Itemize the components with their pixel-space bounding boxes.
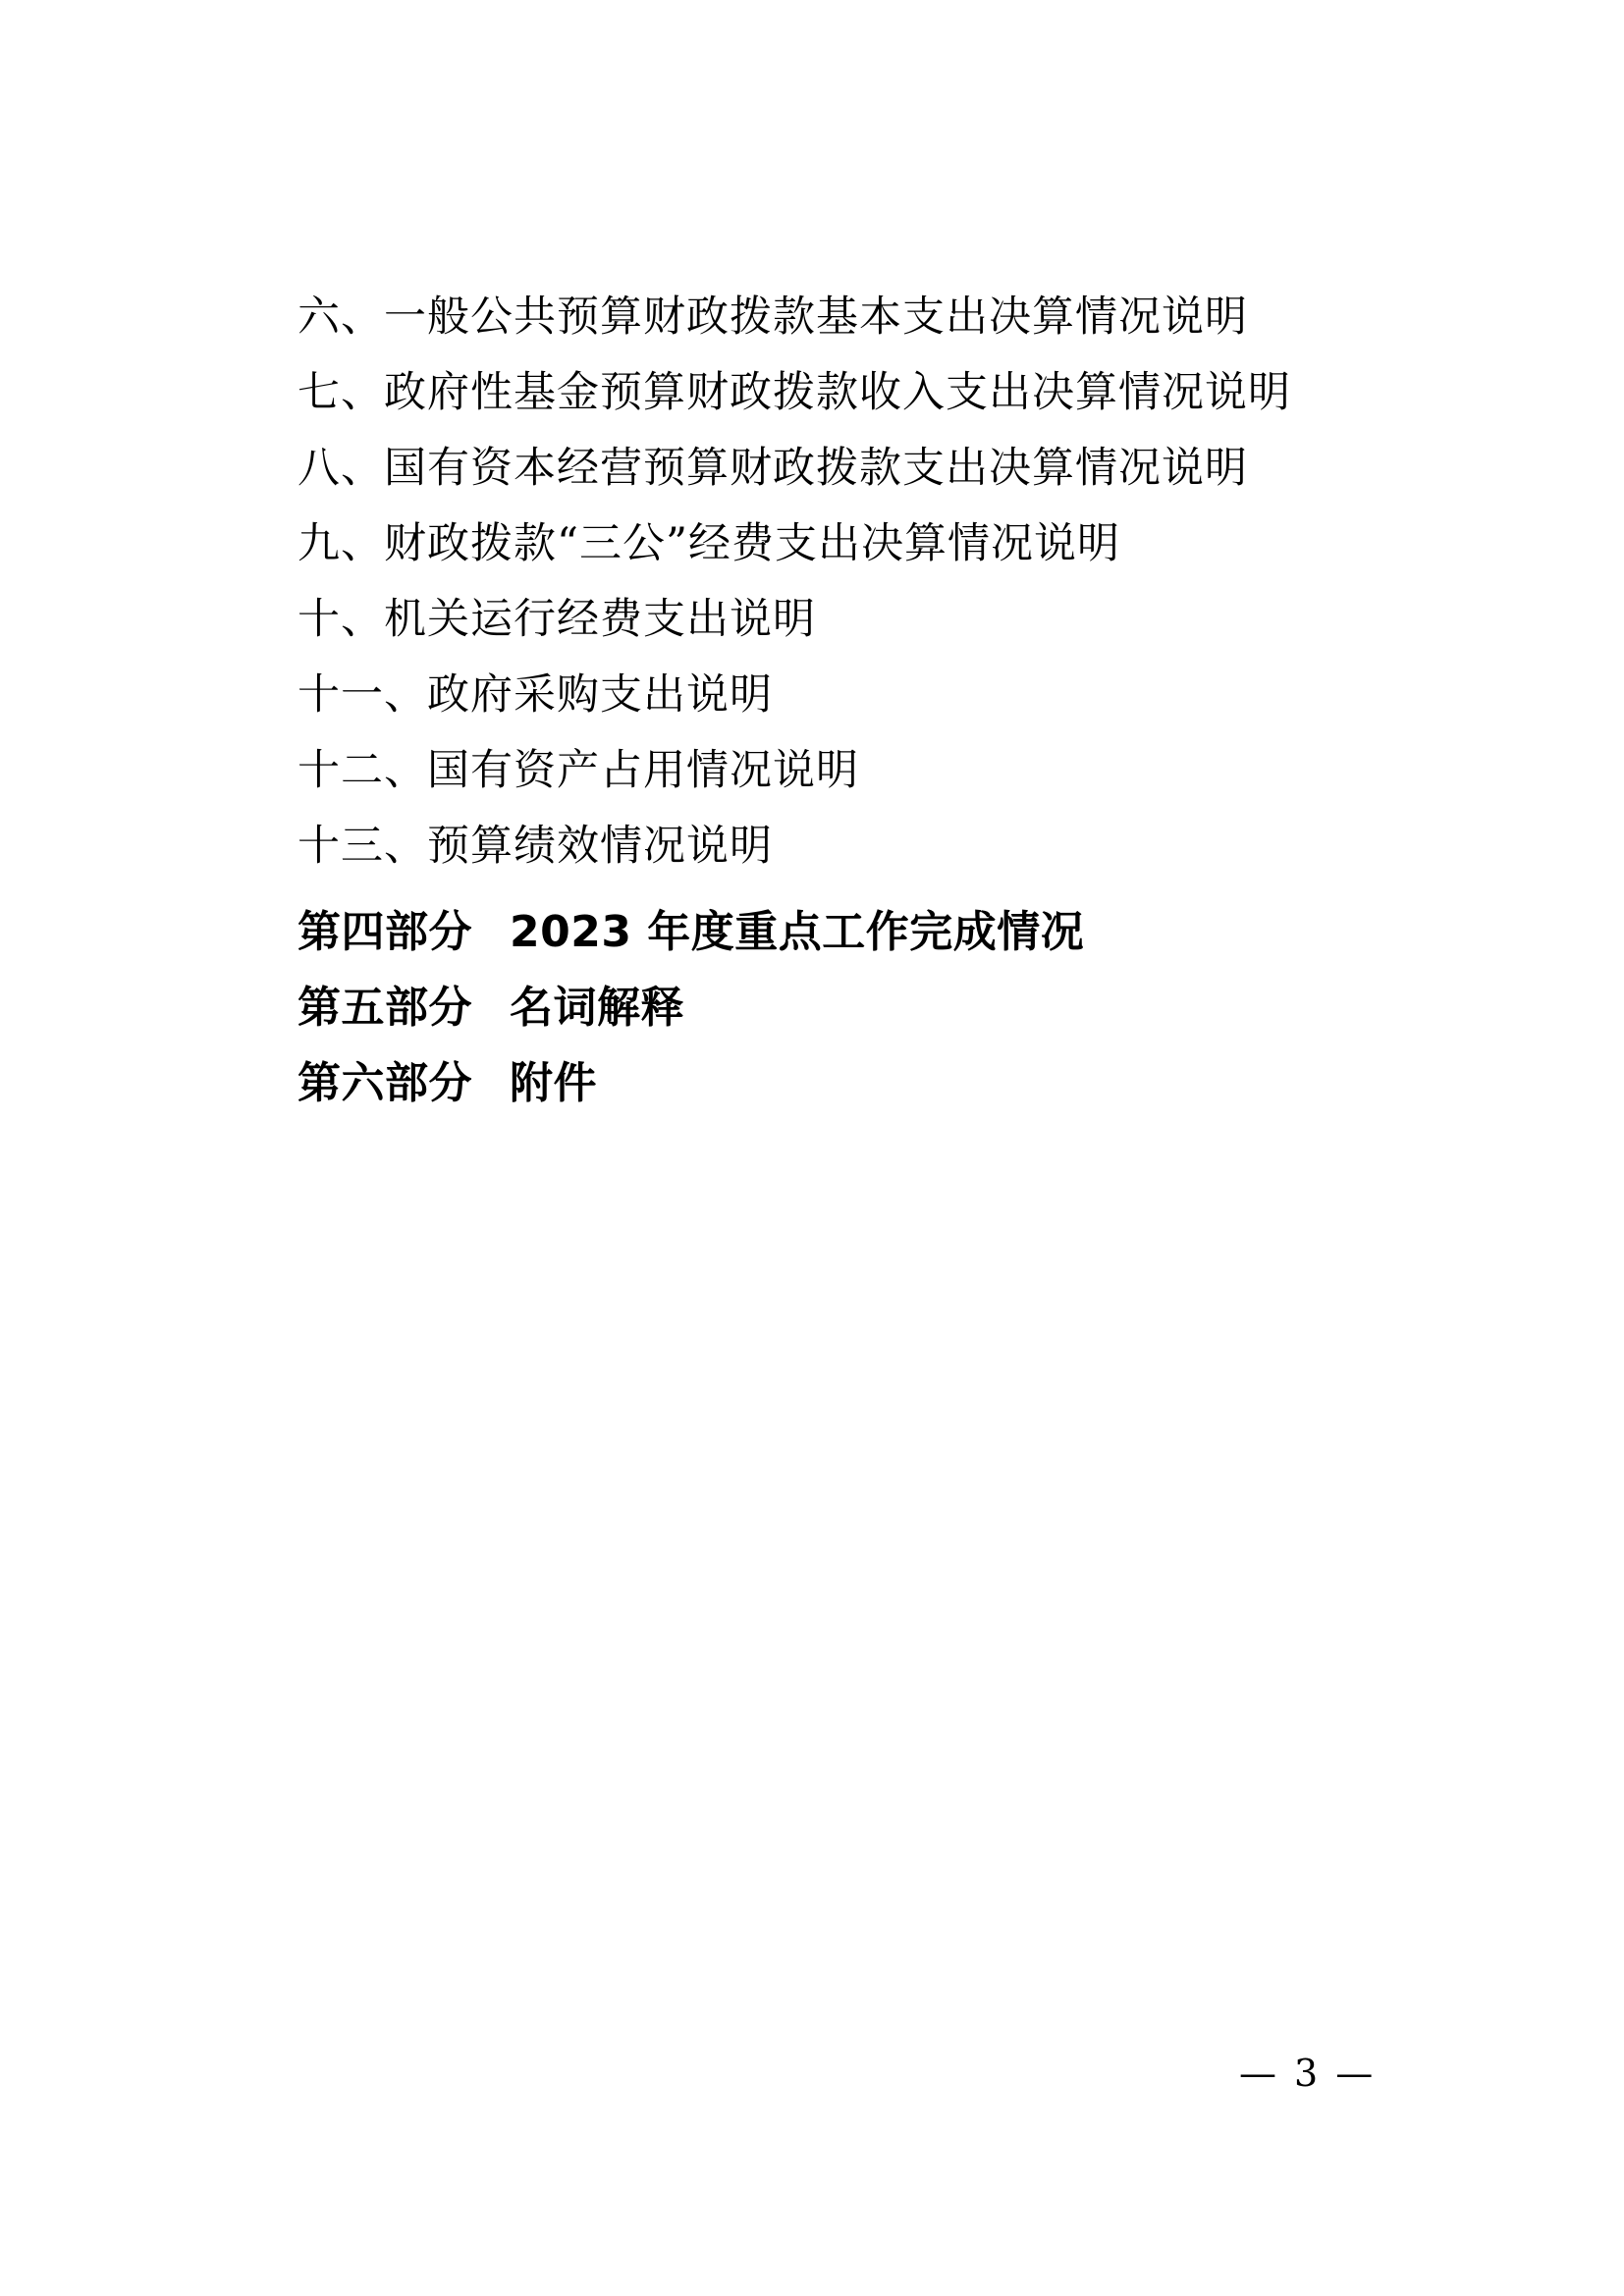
- toc-item-label: 八、国有资本经营预算财政拨款支出决算情况说明: [298, 444, 1248, 493]
- section-part-4: [298, 889, 1476, 965]
- page-number: 3: [1294, 2052, 1319, 2095]
- page-footer: [1239, 2054, 1373, 2093]
- table-of-contents: [298, 276, 1476, 1116]
- toc-item-9: [298, 503, 1476, 578]
- section-part-6: [298, 1041, 1476, 1116]
- section-headings: [298, 889, 1476, 1116]
- toc-item-label: 七、政府性基金预算财政拨款收入支出决算情况说明: [298, 368, 1291, 417]
- section-label: 第四部分: [298, 906, 472, 957]
- toc-item-label: 十一、政府采购支出说明: [298, 670, 773, 720]
- section-label: 第五部分: [298, 982, 472, 1033]
- footer-left-dash: —: [1239, 2052, 1276, 2095]
- toc-item-8: [298, 427, 1476, 503]
- section-title: 2023 年度重点工作完成情况: [510, 906, 1085, 957]
- toc-item-12: [298, 729, 1476, 805]
- section-label: 第六部分: [298, 1057, 472, 1108]
- toc-item-13: [298, 805, 1476, 881]
- section-title: 名词解释: [510, 982, 684, 1033]
- toc-item-label: 九、财政拨款“三公”经费支出决算情况说明: [298, 519, 1120, 568]
- toc-item-label: 十三、预算绩效情况说明: [298, 822, 773, 871]
- toc-item-7: [298, 351, 1476, 427]
- section-part-5: [298, 965, 1476, 1041]
- footer-right-dash: —: [1335, 2052, 1374, 2095]
- toc-item-6: [298, 276, 1476, 351]
- toc-item-label: 十、机关运行经费支出说明: [298, 595, 816, 644]
- toc-item-label: 六、一般公共预算财政拨款基本支出决算情况说明: [298, 293, 1248, 342]
- toc-item-11: [298, 654, 1476, 729]
- toc-item-10: [298, 578, 1476, 654]
- toc-item-label: 十二、国有资产占用情况说明: [298, 746, 859, 795]
- section-title: 附件: [510, 1057, 597, 1108]
